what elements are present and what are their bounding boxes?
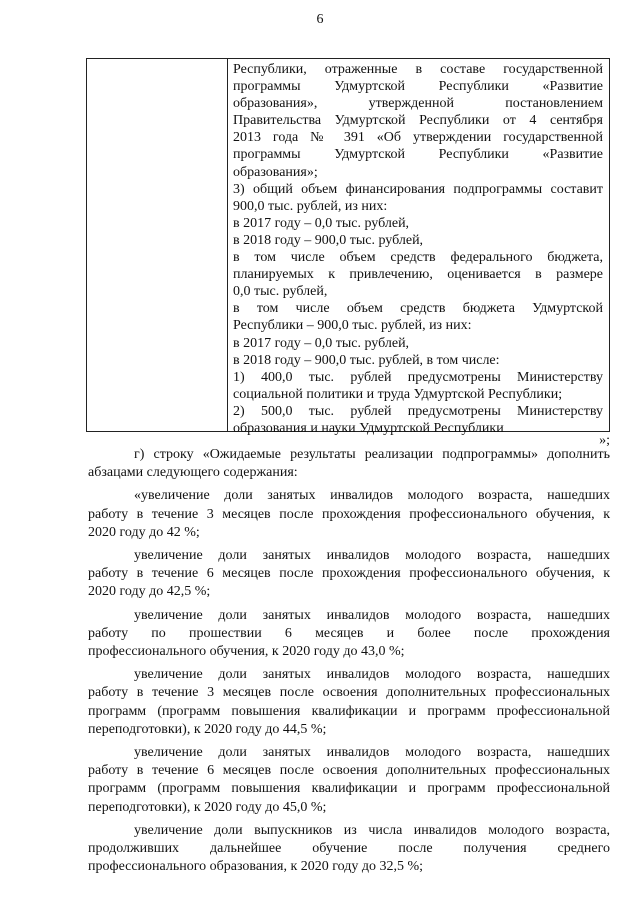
paragraph-line: увеличение доли занятых инвалидов молодого возраста, нашедших <box>134 548 610 564</box>
paragraph-line: работу в течение 6 месяцев после прохождения профессионального обучения, к <box>88 566 610 582</box>
table-cell-line: образования»; <box>233 164 318 180</box>
paragraph <box>88 487 610 542</box>
paragraph-line: переподготовки), к 2020 году до 44,5 %; <box>88 721 327 737</box>
paragraph-line: продолживших дальнейшее обучение после получения среднего <box>88 841 610 857</box>
paragraph <box>88 607 610 662</box>
paragraph-line: увеличение доли занятых инвалидов молодого возраста, нашедших <box>134 745 610 761</box>
paragraph-line: увеличение доли выпускников из числа инвалидов молодого возраста, <box>134 822 610 838</box>
paragraph-line: 2020 году до 42 %; <box>88 524 200 540</box>
paragraph-line: профессионального обучения, к 2020 году до 43,0 %; <box>88 644 405 660</box>
table-cell-line: программы Удмуртской Республики «Развитие <box>233 147 603 163</box>
paragraph-line: увеличение доли занятых инвалидов молодого возраста, нашедших <box>134 607 610 623</box>
table-cell-text <box>233 61 603 437</box>
table-cell-line: образования и науки Удмуртской Республики <box>233 420 504 436</box>
table-cell-line: Республики – 900,0 тыс. рублей, из них: <box>233 318 472 334</box>
page-number: 6 <box>316 12 324 27</box>
paragraph-line: абзацами следующего содержания: <box>88 465 298 481</box>
table-cell-line: Правительства Удмуртской Республики от 4 сентября <box>233 113 603 129</box>
paragraph-line: работу в течение 3 месяцев после освоения дополнительных профессиональных <box>88 685 610 701</box>
table-cell-line: 2) 500,0 тыс. рублей предусмотрены Министерству <box>233 403 603 419</box>
table-cell-line: программы Удмуртской Республики «Развитие <box>233 79 603 95</box>
table-cell-line: 3) общий объем финансирования подпрограммы составит <box>233 181 603 197</box>
paragraph-line: 2020 году до 42,5 %; <box>88 584 211 600</box>
paragraph-line: работу по прошествии 6 месяцев и более после прохождения <box>88 625 610 641</box>
table-cell-line: социальной политики и труда Удмуртской Республики; <box>233 386 563 402</box>
table-cell-line: в том числе объем средств бюджета Удмуртской <box>233 301 603 317</box>
paragraph-line: г) строку «Ожидаемые результаты реализации подпрограммы» дополнить <box>134 447 610 462</box>
table-cell-line: в том числе объем средств федерального бюджета, <box>233 250 603 266</box>
paragraph <box>88 666 610 739</box>
paragraph-line: работу в течение 6 месяцев после освоения дополнительных профессиональных <box>88 763 610 779</box>
paragraph-line: работу в течение 3 месяцев после прохождения профессионального обучения, к <box>88 506 610 522</box>
table-cell-line: 900,0 тыс. рублей, из них: <box>233 198 388 214</box>
table-cell-line: планируемых к привлечению, оценивается в размере <box>233 267 603 283</box>
table-frame <box>86 58 610 436</box>
table-cell-line: в 2017 году – 0,0 тыс. рублей, <box>233 215 410 231</box>
table-cell-line: образования», утвержденной постановлением <box>233 96 603 112</box>
body-text <box>88 446 610 881</box>
paragraph <box>88 744 610 817</box>
paragraph <box>88 547 610 602</box>
paragraph <box>88 446 610 482</box>
table-cell-line: 0,0 тыс. рублей, <box>233 284 328 300</box>
paragraph-line: программ (программ повышения квалификации и программ профессиональной <box>88 703 610 719</box>
table-cell-line: в 2018 году – 900,0 тыс. рублей, в том числе: <box>233 352 500 368</box>
paragraph-line: программ (программ повышения квалификации и программ профессиональной <box>88 781 610 797</box>
paragraph-line: увеличение доли занятых инвалидов молодого возраста, нашедших <box>134 667 610 683</box>
paragraph-line: переподготовки), к 2020 году до 45,0 %; <box>88 799 327 815</box>
table-cell-line: в 2017 году – 0,0 тыс. рублей, <box>233 335 410 351</box>
paragraph-line: профессионального образования, к 2020 году до 32,5 %; <box>88 859 424 875</box>
table-cell-line: 2013 года № 391 «Об утверждении государственной <box>233 130 603 146</box>
table-cell-line: в 2018 году – 900,0 тыс. рублей, <box>233 232 424 248</box>
paragraph-line: «увеличение доли занятых инвалидов молодого возраста, нашедших <box>134 488 610 504</box>
table-column-divider <box>227 59 228 431</box>
table-cell-line: Республики, отраженные в составе государственной <box>233 62 603 77</box>
paragraph <box>88 822 610 877</box>
closing-quote: »; <box>599 433 610 448</box>
table-cell-line: 1) 400,0 тыс. рублей предусмотрены Министерству <box>233 369 603 385</box>
